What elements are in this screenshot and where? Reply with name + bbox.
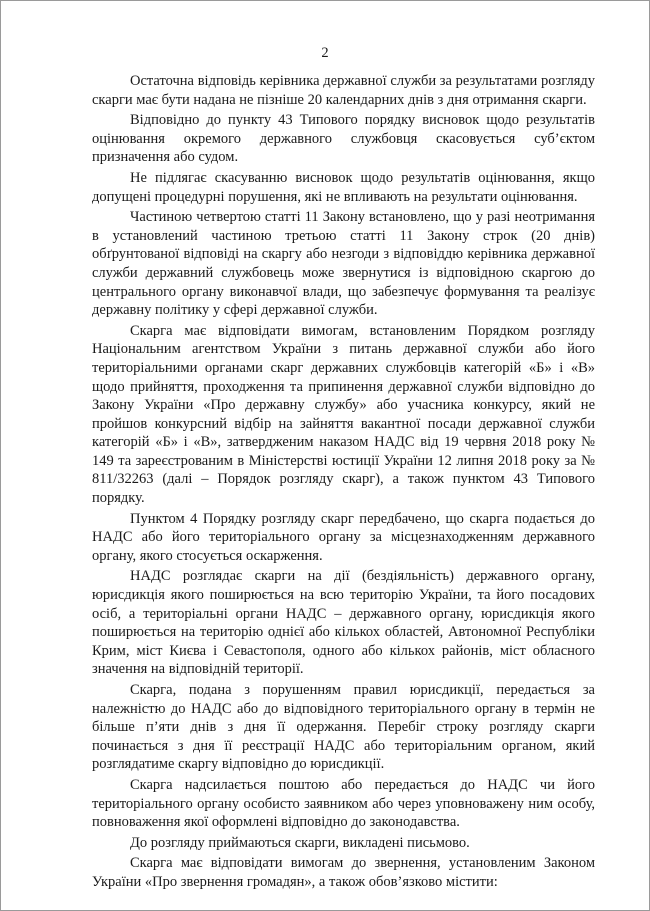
paragraph: Скарга, подана з порушенням правил юрисдикції, передається за належністю до НАДС або до відповідного територіального органу в термін не більше п’яти днів з дня її одержання. Перебіг строку розгляду скарги починається з дня її реєстрації НАДС або територіальним органом, який розглядатиме скаргу відповідно до юрисдикції. xyxy=(92,682,595,773)
paragraph: Скарга надсилається поштою або передається до НАДС чи його територіального органу особисто заявником або через уповноважену ним особу, повноваження якої оформлені відповідно до законодавства. xyxy=(92,776,595,831)
page-number: 2 xyxy=(321,45,329,61)
paragraph: Не підлягає скасуванню висновок щодо результатів оцінювання, якщо допущені процедурні порушення, які не впливають на результати оцінювання. xyxy=(92,169,595,205)
paragraph: Відповідно до пункту 43 Типового порядку висновок щодо результатів оцінювання окремого державного службовця скасовується суб’єктом призначення або судом. xyxy=(92,112,595,166)
paragraph: Пунктом 4 Порядку розгляду скарг передбачено, що скарга подається до НАДС або його територіального органу за місцезнаходженням державного органу, якого стосується оскарження. xyxy=(92,510,595,564)
paragraph: Остаточна відповідь керівника державної служби за результатами розгляду скарги має бути надана не пізніше 20 календарних днів з дня отримання скарги. xyxy=(92,73,595,108)
document-body xyxy=(92,72,595,894)
paragraph: До розгляду приймаються скарги, викладені письмово. xyxy=(130,834,470,851)
paragraph: Скарга має відповідати вимогам, встановленим Порядком розгляду Національним агентством України з питань державної служби або його територіальними органами скарг державних службовців категорій «Б» і «В» щодо прийняття, проходження та припинення державної служби відповідно до Закону України «Про державну службу» або учасника конкурсу, який не пройшов конкурсний відбір на зайняття вакантної посади державної служби категорій «Б» і «В», затвердженим наказом НАДС від 19 червня 2018 року № 149 та зареєстрованим в Міністерстві юстиції України 12 липня 2018 року за № 811/32263 (далі – Порядок розгляду скарг), а також пунктом 43 Типового порядку. xyxy=(92,322,595,507)
paragraph: Скарга має відповідати вимогам до звернення, установленим Законом України «Про звернення громадян», а також обов’язково містити: xyxy=(92,855,595,890)
paragraph: НАДС розглядає скарги на дії (бездіяльність) державного органу, юрисдикція якого поширюється на всю територію України, та його посадових осіб, а територіальні органи НАДС – державного органу, юрисдикція якого поширюється на територію однієї або кількох областей, Автономної Республіки Крим, міст Києва і Севастополя, одного або кількох районів, міст обласного значення на відповідній території. xyxy=(92,568,595,678)
paragraph: Частиною четвертою статті 11 Закону встановлено, що у разі неотримання в установлений частиною третьою статті 11 Закону строк (20 днів) обґрунтованої відповіді на скаргу або незгоди з відповіддю керівника державної служби державний службовець може звернутися із відповідною скаргою до центрального органу виконавчої влади, що забезпечує формування та реалізує державну політику у сфері державної служби. xyxy=(92,209,595,319)
